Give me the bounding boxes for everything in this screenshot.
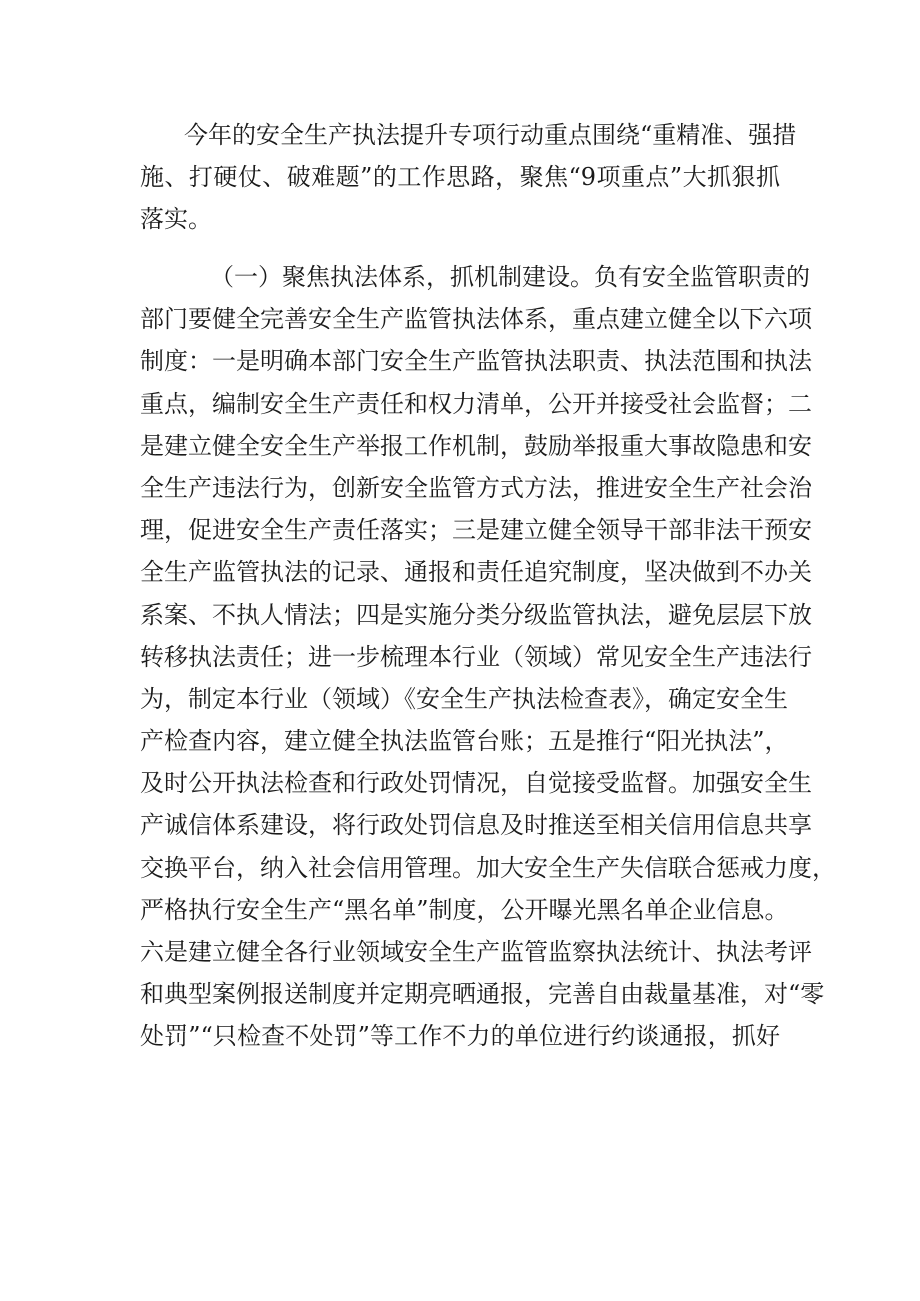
paragraph-line: 落实。 bbox=[140, 205, 212, 234]
paragraph-line: 理，促进安全生产责任落实；三是建立健全领导干部非法干预安 bbox=[140, 516, 812, 545]
paragraph-intro bbox=[140, 114, 797, 241]
paragraph-line: 处罚”“只检查不处罚”等工作不力的单位进行约谈通报，抓好 bbox=[140, 1022, 780, 1051]
paragraph-line: 制度：一是明确本部门安全生产监管执法职责、执法范围和执法 bbox=[140, 347, 812, 376]
paragraph-line: （一）聚焦执法体系，抓机制建设。负有安全监管职责的 bbox=[210, 263, 810, 291]
paragraph-section-1 bbox=[140, 256, 836, 1058]
paragraph-line: 是建立健全安全生产举报工作机制，鼓励举报重大事故隐患和安 bbox=[140, 431, 812, 460]
paragraph-line: 交换平台，纳入社会信用管理。加大安全生产失信联合惩戒力度， bbox=[140, 853, 836, 882]
paragraph-line: 为，制定本行业（领域）《安全生产执法检查表》，确定安全生 bbox=[140, 684, 788, 713]
paragraph-line: 及时公开执法检查和行政处罚情况，自觉接受监督。加强安全生 bbox=[140, 769, 812, 798]
paragraph-line: 系案、不执人情法；四是实施分类分级监管执法，避免层层下放 bbox=[140, 600, 812, 629]
paragraph-line: 部门要健全完善安全生产监管执法体系，重点建立健全以下六项 bbox=[140, 305, 812, 334]
paragraph-line: 今年的安全生产执法提升专项行动重点围绕“重精准、强措 bbox=[184, 121, 797, 149]
paragraph-line: 转移执法责任；进一步梳理本行业（领域）常见安全生产违法行 bbox=[140, 642, 812, 671]
paragraph-line: 六是建立健全各行业领域安全生产监管监察执法统计、执法考评 bbox=[140, 938, 812, 966]
paragraph-line: 施、打硬仗、破难题”的工作思路，聚焦“9项重点”大抓狠抓 bbox=[140, 163, 780, 192]
paragraph-line: 重点，编制安全生产责任和权力清单，公开并接受社会监督；二 bbox=[140, 389, 812, 418]
paragraph-line: 产诚信体系建设，将行政处罚信息及时推送至相关信用信息共享 bbox=[140, 811, 812, 840]
paragraph-line: 产检查内容，建立健全执法监管台账；五是推行“阳光执法”， bbox=[140, 727, 789, 756]
paragraph-line: 严格执行安全生产“黑名单”制度，公开曝光黑名单企业信息。 bbox=[140, 895, 789, 924]
paragraph-line: 全生产监管执法的记录、通报和责任追究制度，坚决做到不办关 bbox=[140, 558, 812, 587]
paragraph-line: 和典型案例报送制度并定期亮晒通报，完善自由裁量基准，对“零 bbox=[140, 980, 825, 1009]
paragraph-line: 全生产违法行为，创新安全监管方式方法，推进安全生产社会治 bbox=[140, 473, 812, 502]
